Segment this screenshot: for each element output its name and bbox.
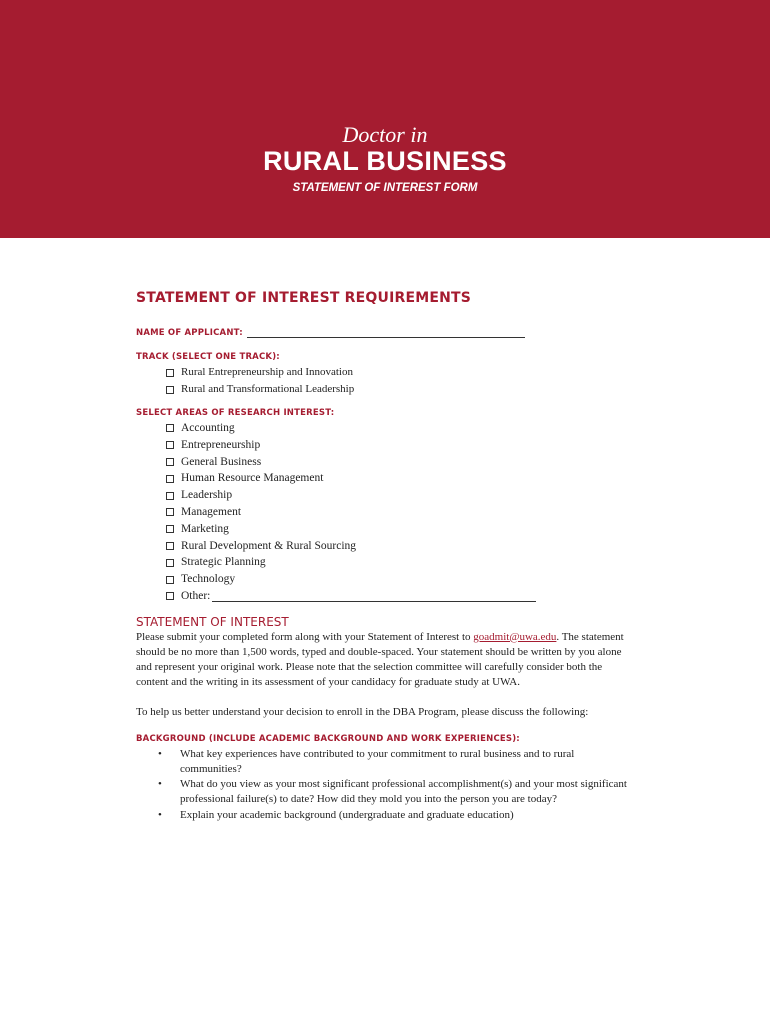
bullet-icon: •: [158, 808, 162, 821]
checkbox[interactable]: [166, 369, 174, 377]
research-option-label: Accounting: [181, 422, 235, 434]
list-item[interactable]: [166, 437, 636, 454]
track-option-label: Rural and Transformational Leadership: [181, 383, 355, 395]
checkbox[interactable]: [166, 475, 174, 483]
program-title: RURAL BUSINESS: [263, 146, 507, 176]
email-link[interactable]: goadmit@uwa.edu: [473, 630, 557, 643]
research-option-label: Marketing: [181, 522, 229, 535]
track-label: TRACK (SELECT ONE TRACK):: [136, 352, 280, 362]
discussion-paragraph: To help us better understand your decision to enroll in the DBA Program, please discuss the following:: [136, 705, 589, 718]
research-option-label: Entrepreneurship: [181, 438, 261, 451]
research-option-label: Strategic Planning: [181, 556, 266, 569]
applicant-name-field[interactable]: [247, 328, 525, 338]
list-item[interactable]: [166, 454, 636, 471]
checkbox[interactable]: [166, 576, 174, 584]
list-item[interactable]: [166, 420, 636, 437]
statement-text: . The statement should be no more than 1,500 words, typed and double-spaced. Your statement should be written by you alone and represent your original work. Please note that the selection committee will carefully consider both the content and the writing in its assessment of your candidacy for graduate study at UWA.: [136, 630, 624, 689]
statement-text: Please submit your completed form along with your Statement of Interest to: [136, 630, 474, 643]
list-item[interactable]: [166, 381, 636, 398]
research-label: SELECT AREAS OF RESEARCH INTEREST:: [136, 408, 335, 418]
checkbox[interactable]: [166, 508, 174, 516]
checkbox[interactable]: [166, 424, 174, 432]
list-item: [158, 808, 636, 823]
statement-heading: STATEMENT OF INTEREST: [136, 614, 289, 629]
checkbox[interactable]: [166, 525, 174, 533]
form-subtitle: STATEMENT OF INTEREST FORM: [292, 182, 478, 194]
background-questions: [158, 747, 636, 823]
applicant-name-label: NAME OF APPLICANT:: [136, 328, 243, 338]
research-options: [166, 420, 636, 605]
list-item[interactable]: [166, 521, 636, 538]
pre-title: Doctor in: [342, 122, 428, 147]
track-option-label: Rural Entrepreneurship and Innovation: [181, 366, 353, 378]
bullet-icon: •: [158, 778, 162, 791]
bullet-icon: •: [158, 747, 162, 760]
other-label: Other:: [181, 589, 211, 602]
applicant-name-row: [136, 328, 636, 338]
track-options: [166, 364, 636, 398]
list-item[interactable]: [166, 470, 636, 487]
list-item[interactable]: [166, 487, 636, 504]
research-option-label: Management: [181, 505, 242, 518]
checkbox[interactable]: [166, 386, 174, 394]
list-item[interactable]: [166, 554, 636, 571]
form-content: [136, 290, 636, 823]
research-option-label: Human Resource Management: [181, 472, 324, 485]
list-item[interactable]: [166, 538, 636, 555]
research-option-label: Technology: [181, 573, 236, 586]
background-label: BACKGROUND (INCLUDE ACADEMIC BACKGROUND AND WORK EXPERIENCES):: [136, 733, 520, 744]
checkbox[interactable]: [166, 592, 174, 600]
list-item: [158, 777, 636, 807]
checkbox[interactable]: [166, 559, 174, 567]
checkbox[interactable]: [166, 542, 174, 550]
list-item[interactable]: [166, 364, 636, 381]
checkbox[interactable]: [166, 458, 174, 466]
checkbox[interactable]: [166, 441, 174, 449]
research-option-label: Rural Development & Rural Sourcing: [181, 539, 357, 552]
list-item[interactable]: [166, 504, 636, 521]
statement-paragraph: [136, 630, 636, 691]
other-field[interactable]: [212, 591, 536, 602]
research-option-label: Leadership: [181, 489, 233, 502]
list-item[interactable]: [166, 571, 636, 588]
research-option-label: General Business: [181, 455, 262, 468]
question-text: What key experiences have contributed to your commitment to rural business and to rural communities?: [180, 747, 575, 775]
checkbox[interactable]: [166, 492, 174, 500]
list-item: [158, 747, 636, 777]
question-text: What do you view as your most significant professional accomplishment(s) and your most significant professional failure(s) to date? How did they mold you into the person you are today?: [180, 778, 627, 806]
header-banner: [0, 0, 770, 238]
question-text: Explain your academic background (undergraduate and graduate education): [180, 808, 514, 821]
requirements-heading: STATEMENT OF INTEREST REQUIREMENTS: [136, 290, 472, 306]
list-item[interactable]: [166, 588, 636, 605]
